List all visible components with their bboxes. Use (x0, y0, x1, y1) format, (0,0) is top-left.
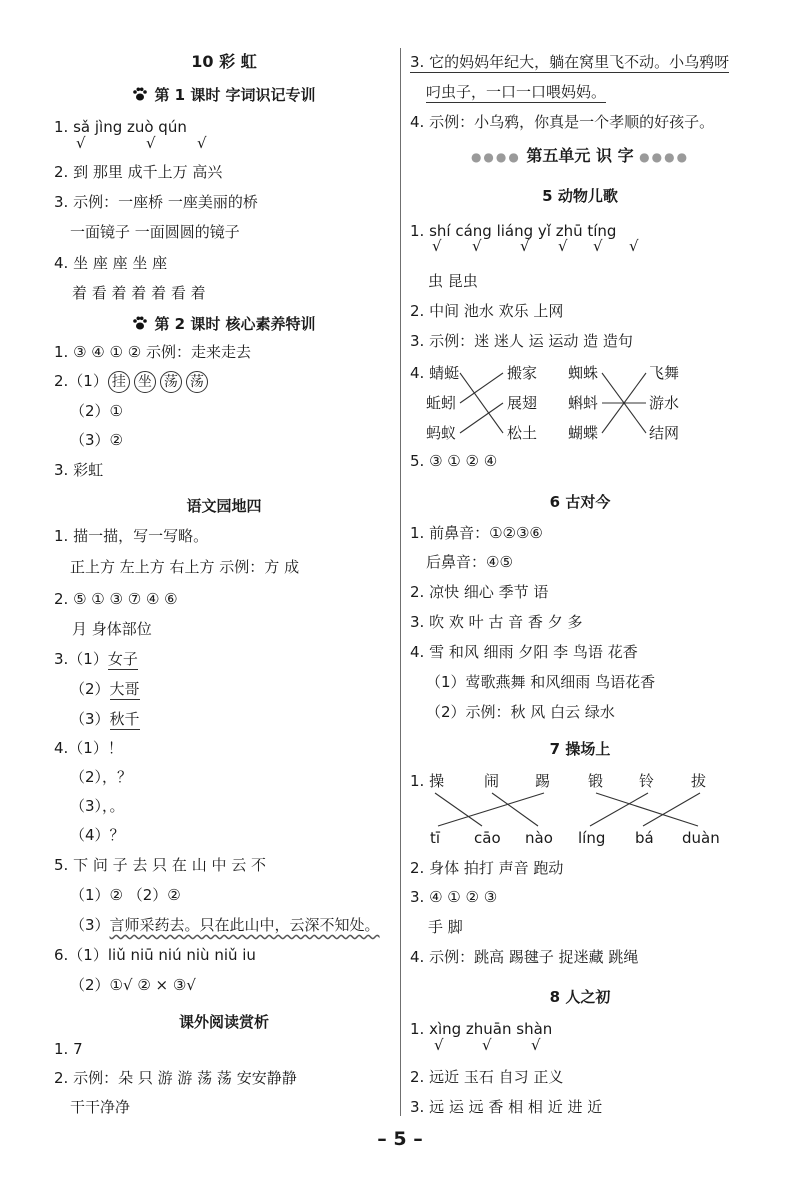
l7-pinyin: duàn (682, 829, 720, 847)
l7-char: 1. 操 (410, 772, 445, 790)
unit-heading (410, 145, 750, 168)
t4: 4. 示例：小乌鸦，你真是一个孝顺的好孩子。 (410, 113, 715, 131)
t3b-text: 叼虫子，一口一口喂妈妈。 (426, 83, 607, 101)
dots-decoration: ●●●● (470, 150, 521, 164)
y5-1: （1）② （2）② (70, 886, 181, 904)
match-line (460, 373, 503, 403)
q4a: 4. 坐 座 座 坐 座 (54, 254, 168, 272)
k2-prefix: 2.（1） (54, 372, 108, 390)
l6-q4a: （1）莺歌燕舞 和风细雨 鸟语花香 (426, 673, 656, 691)
y4-1: 4.（1）！ (54, 739, 123, 757)
q3b: 一面镜子 一面圆圆的镜子 (70, 223, 240, 241)
y5-3-prefix: （3） (70, 916, 110, 934)
match-left-item: 蚯蚓 (426, 394, 457, 412)
l7-pinyin: líng (578, 829, 606, 847)
kewai-title: 课外阅读赏析 (178, 1013, 269, 1031)
l7-char: 闹 (484, 772, 500, 790)
t3b (426, 81, 606, 103)
l7-pinyin: nào (525, 829, 553, 847)
match-right2-item: 结网 (649, 424, 680, 442)
match-line (492, 793, 538, 826)
l5-q3: 3. 示例：迷 迷人 运 运动 造 造句 (410, 332, 633, 350)
t3a-text: 3. 它的妈妈年纪大，躺在窝里飞不动。小乌鸦呀 (410, 53, 730, 71)
y3-2-answer: 大哥 (109, 680, 140, 698)
l7-char: 踢 (535, 772, 551, 790)
l6-q3: 3. 吹 欢 叶 古 音 香 夕 多 (410, 613, 583, 631)
lesson1-heading (54, 84, 394, 106)
match-line (596, 793, 698, 826)
l5-q5: 5. ③ ① ② ④ (410, 452, 498, 470)
matching-lines-2 (410, 790, 750, 830)
match-right1-item: 蜘蛛 (568, 364, 599, 382)
l5-q1b: 虫 昆虫 (428, 272, 478, 290)
l7-char: 铃 (639, 772, 655, 790)
y5-3-answer: 言师采药去。只在此山中，云深不知处。 (109, 916, 380, 934)
l6-q2: 2. 凉快 细心 季节 语 (410, 583, 549, 601)
q1-pinyin: 1. sǎ jìng zuò qún (54, 118, 187, 136)
y1b: 正上方 左上方 右上方 示例：方 成 (70, 558, 300, 576)
y3-2 (70, 678, 140, 700)
l7-q3b: 手 脚 (428, 918, 463, 936)
l5-check: √ (472, 237, 482, 255)
matching-lines (410, 360, 750, 450)
l7-char: 拔 (691, 772, 707, 790)
match-line (435, 793, 482, 826)
l7-q3: 3. ④ ① ② ③ (410, 888, 498, 906)
y4-3: （3），。 (70, 797, 125, 815)
l6-q1: 1. 前鼻音：①②③⑥ (410, 524, 543, 542)
l8-q2: 2. 远近 玉石 自习 正义 (410, 1068, 564, 1086)
l6-q4b: （2）示例：秋 风 白云 绿水 (426, 703, 615, 721)
lesson2-heading (54, 313, 394, 335)
q2: 2. 到 那里 成千上万 高兴 (54, 163, 223, 181)
circled-char: 荡 (160, 371, 182, 393)
page-number: – 5 – (377, 1128, 423, 1150)
k3: 3. 彩虹 (54, 461, 104, 479)
l6-q1b: 后鼻音：④⑤ (426, 553, 513, 571)
r2b: 干干净净 (70, 1098, 131, 1116)
k1: 1. ③ ④ ① ② 示例：走来走去 (54, 343, 251, 361)
yuwen-title: 语文园地四 (186, 497, 262, 515)
dots-decoration: ●●●● (639, 150, 690, 164)
circled-char: 挂 (108, 371, 130, 393)
match-mid-item: 搬家 (507, 364, 538, 382)
y2: 2. ⑤ ① ③ ⑦ ④ ⑥ (54, 590, 178, 608)
k2-3: （3）② (70, 431, 123, 449)
k2 (54, 370, 212, 393)
y3-3-answer: 秋千 (109, 710, 140, 728)
q1-check: √ (146, 134, 156, 152)
l7-q4: 4. 示例：跳高 踢毽子 捉迷藏 跳绳 (410, 948, 639, 966)
l7-char: 锻 (588, 772, 604, 790)
match-line (643, 793, 700, 826)
y6-1: 6.（1）liǔ niū niú niù niǔ iu (54, 946, 256, 964)
y1: 1. 描一描，写一写略。 (54, 527, 209, 545)
match-line (590, 793, 648, 826)
l5-check: √ (629, 237, 639, 255)
match-mid-item: 展翅 (507, 394, 538, 412)
l8-check: √ (482, 1036, 492, 1054)
l6-q4: 4. 雪 和风 细雨 夕阳 李 鸟语 花香 (410, 643, 638, 661)
y4-2: （2），？ (70, 768, 133, 786)
y2b: 月 身体部位 (72, 620, 152, 638)
l8-check: √ (531, 1036, 541, 1054)
r1: 1. 7 (54, 1040, 83, 1058)
paw-icon (132, 86, 148, 102)
l8-check: √ (434, 1036, 444, 1054)
circled-char: 荡 (186, 371, 208, 393)
unit-title: 第五单元 识 字 (526, 146, 634, 165)
lesson-title: 10 彩 虹 (191, 52, 257, 71)
l5-q1-pinyin: 1. shí cáng liáng yǐ zhū tíng (410, 222, 617, 240)
y6-2: （2）①√ ② × ③√ (70, 976, 196, 994)
match-right2-item: 游水 (649, 394, 680, 412)
y3-1 (54, 648, 138, 670)
y3-3 (70, 708, 140, 730)
l7-pinyin: cāo (474, 829, 501, 847)
y3-1-answer: 女子 (107, 650, 138, 668)
l5-check: √ (558, 237, 568, 255)
y5: 5. 下 问 子 去 只 在 山 中 云 不 (54, 856, 266, 874)
match-mid-item: 松土 (507, 424, 538, 442)
r2: 2. 示例：朵 只 游 游 荡 荡 安安静静 (54, 1069, 297, 1087)
match-right1-item: 蝌蚪 (568, 394, 599, 412)
l7-pinyin: bá (635, 829, 654, 847)
l5-check: √ (593, 237, 603, 255)
lesson1-title: 第 1 课时 字词识记专训 (154, 86, 316, 104)
y4-4: （4）？ (70, 826, 125, 844)
match-line (460, 373, 503, 433)
k2-2: （2）① (70, 402, 123, 420)
q1-check: √ (76, 134, 86, 152)
lesson2-title: 第 2 课时 核心素养特训 (154, 315, 316, 333)
l7-pinyin: tī (430, 829, 441, 847)
match-left-item: 4. 蜻蜓 (410, 364, 460, 382)
match-line (460, 403, 503, 433)
l5-q2: 2. 中间 池水 欢乐 上网 (410, 302, 564, 320)
l7-q2: 2. 身体 拍打 声音 跑动 (410, 859, 564, 877)
match-left-item: 蚂蚁 (426, 424, 457, 442)
paw-icon (132, 315, 148, 331)
y3-1-prefix: 3.（1） (54, 650, 108, 668)
q4b: 着 看 着 着 着 看 着 (72, 284, 206, 302)
l5-check: √ (432, 237, 442, 255)
y3-2-prefix: （2） (70, 680, 110, 698)
match-right2-item: 飞舞 (649, 364, 680, 382)
l5-check: √ (520, 237, 530, 255)
q1-check: √ (197, 134, 207, 152)
l8-q3: 3. 远 运 远 香 相 相 近 进 近 (410, 1098, 603, 1116)
l5-title: 5 动物儿歌 (542, 187, 618, 205)
circled-char: 坐 (134, 371, 156, 393)
match-line (438, 793, 544, 826)
l6-title: 6 古对今 (549, 493, 611, 511)
column-divider (400, 48, 401, 1116)
l8-q1-pinyin: 1. xìng zhuān shàn (410, 1020, 553, 1038)
t3a (410, 51, 729, 73)
y5-3 (70, 914, 380, 936)
l8-title: 8 人之初 (549, 988, 611, 1006)
l7-title: 7 操场上 (549, 740, 611, 758)
q3a: 3. 示例：一座桥 一座美丽的桥 (54, 193, 258, 211)
y3-3-prefix: （3） (70, 710, 110, 728)
match-right1-item: 蝴蝶 (568, 424, 599, 442)
